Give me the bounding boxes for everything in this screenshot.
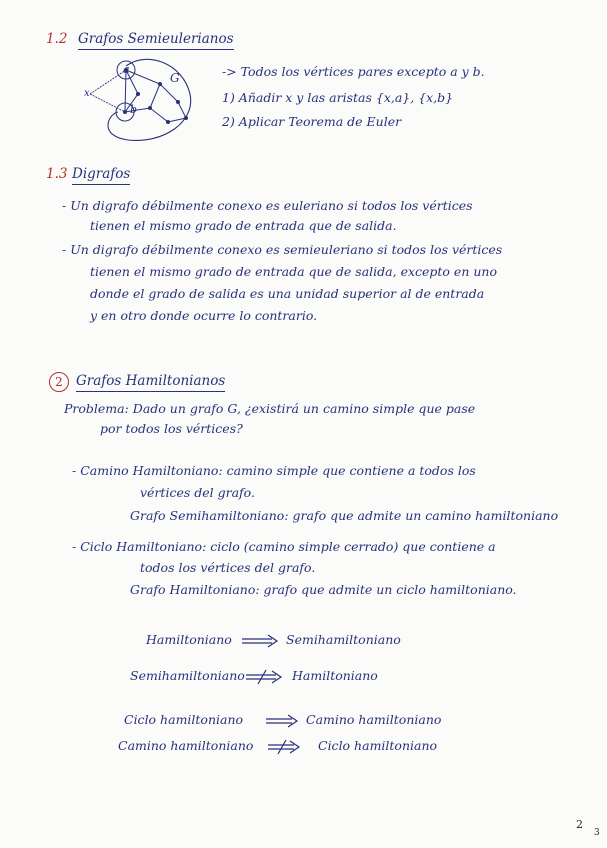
- not-implies-arrow-icon: [244, 669, 284, 685]
- page-corner-number: 3: [594, 828, 600, 838]
- section-number-1-3: 1.3: [46, 166, 68, 182]
- problema-line2: por todos los vértices?: [100, 421, 243, 436]
- impl1-right: Semihamiltoniano: [286, 632, 401, 647]
- page-number: 2: [576, 818, 583, 831]
- section-title-digrafos: Digrafos: [72, 168, 130, 185]
- section-title-hamiltonianos: Grafos Hamiltonianos: [76, 375, 225, 392]
- camino-ham-line1: - Camino Hamiltoniano: camino simple que contiene a todos los: [72, 463, 476, 478]
- camino-ham-line2: vértices del grafo.: [140, 485, 255, 500]
- not-implies-arrow-icon: [266, 739, 302, 755]
- semieuler-line-2: 1) Añadir x y las aristas {x,a}, {x,b}: [222, 90, 454, 105]
- problema-line1: Problema: Dado un grafo G, ¿existirá un camino simple que pase: [64, 401, 476, 416]
- section-title-semieulerianos: Grafos Semieulerianos: [78, 33, 234, 50]
- impl4-left: Camino hamiltoniano: [118, 738, 254, 753]
- implies-arrow-icon: [264, 714, 300, 728]
- digrafo-p2-line4: y en otro donde ocurre lo contrario.: [90, 308, 318, 323]
- semieuler-line-3: 2) Aplicar Teorema de Euler: [222, 114, 402, 129]
- graph-node-x: x: [84, 88, 90, 99]
- graph-node-b: b: [130, 103, 138, 116]
- impl2-left: Semihamiltoniano: [130, 668, 245, 683]
- section-number-2: 2: [49, 372, 69, 392]
- impl2-right: Hamiltoniano: [292, 668, 378, 683]
- impl1-left: Hamiltoniano: [146, 632, 232, 647]
- section-number-1-2: 1.2: [46, 31, 68, 47]
- semieuler-line-1: -> Todos los vértices pares excepto a y b.: [222, 64, 485, 79]
- graph-label-G: G: [170, 71, 180, 85]
- ciclo-ham-line2: todos los vértices del grafo.: [140, 560, 316, 575]
- digrafo-p2-line3: donde el grado de salida es una unidad superior al de entrada: [90, 286, 485, 301]
- digrafo-p1-line1: - Un digrafo débilmente conexo es euleriano si todos los vértices: [62, 198, 473, 213]
- digrafo-p1-line2: tienen el mismo grado de entrada que de salida.: [90, 218, 397, 233]
- impl3-right: Camino hamiltoniano: [306, 712, 442, 727]
- graph-node-a: a: [123, 63, 130, 76]
- hamiltoniano-def: Grafo Hamiltoniano: grafo que admite un ciclo hamiltoniano.: [130, 582, 517, 597]
- impl4-right: Ciclo hamiltoniano: [318, 738, 438, 753]
- ciclo-ham-line1: - Ciclo Hamiltoniano: ciclo (camino simple cerrado) que contiene a: [72, 539, 496, 554]
- semihamiltoniano-def: Grafo Semihamiltoniano: grafo que admite un camino hamiltoniano: [130, 508, 559, 523]
- implies-arrow-icon: [240, 634, 280, 648]
- graph-diagram: [78, 54, 218, 146]
- impl3-left: Ciclo hamiltoniano: [124, 712, 244, 727]
- digrafo-p2-line2: tienen el mismo grado de entrada que de salida, excepto en uno: [90, 264, 497, 279]
- digrafo-p2-line1: - Un digrafo débilmente conexo es semieuleriano si todos los vértices: [62, 242, 503, 257]
